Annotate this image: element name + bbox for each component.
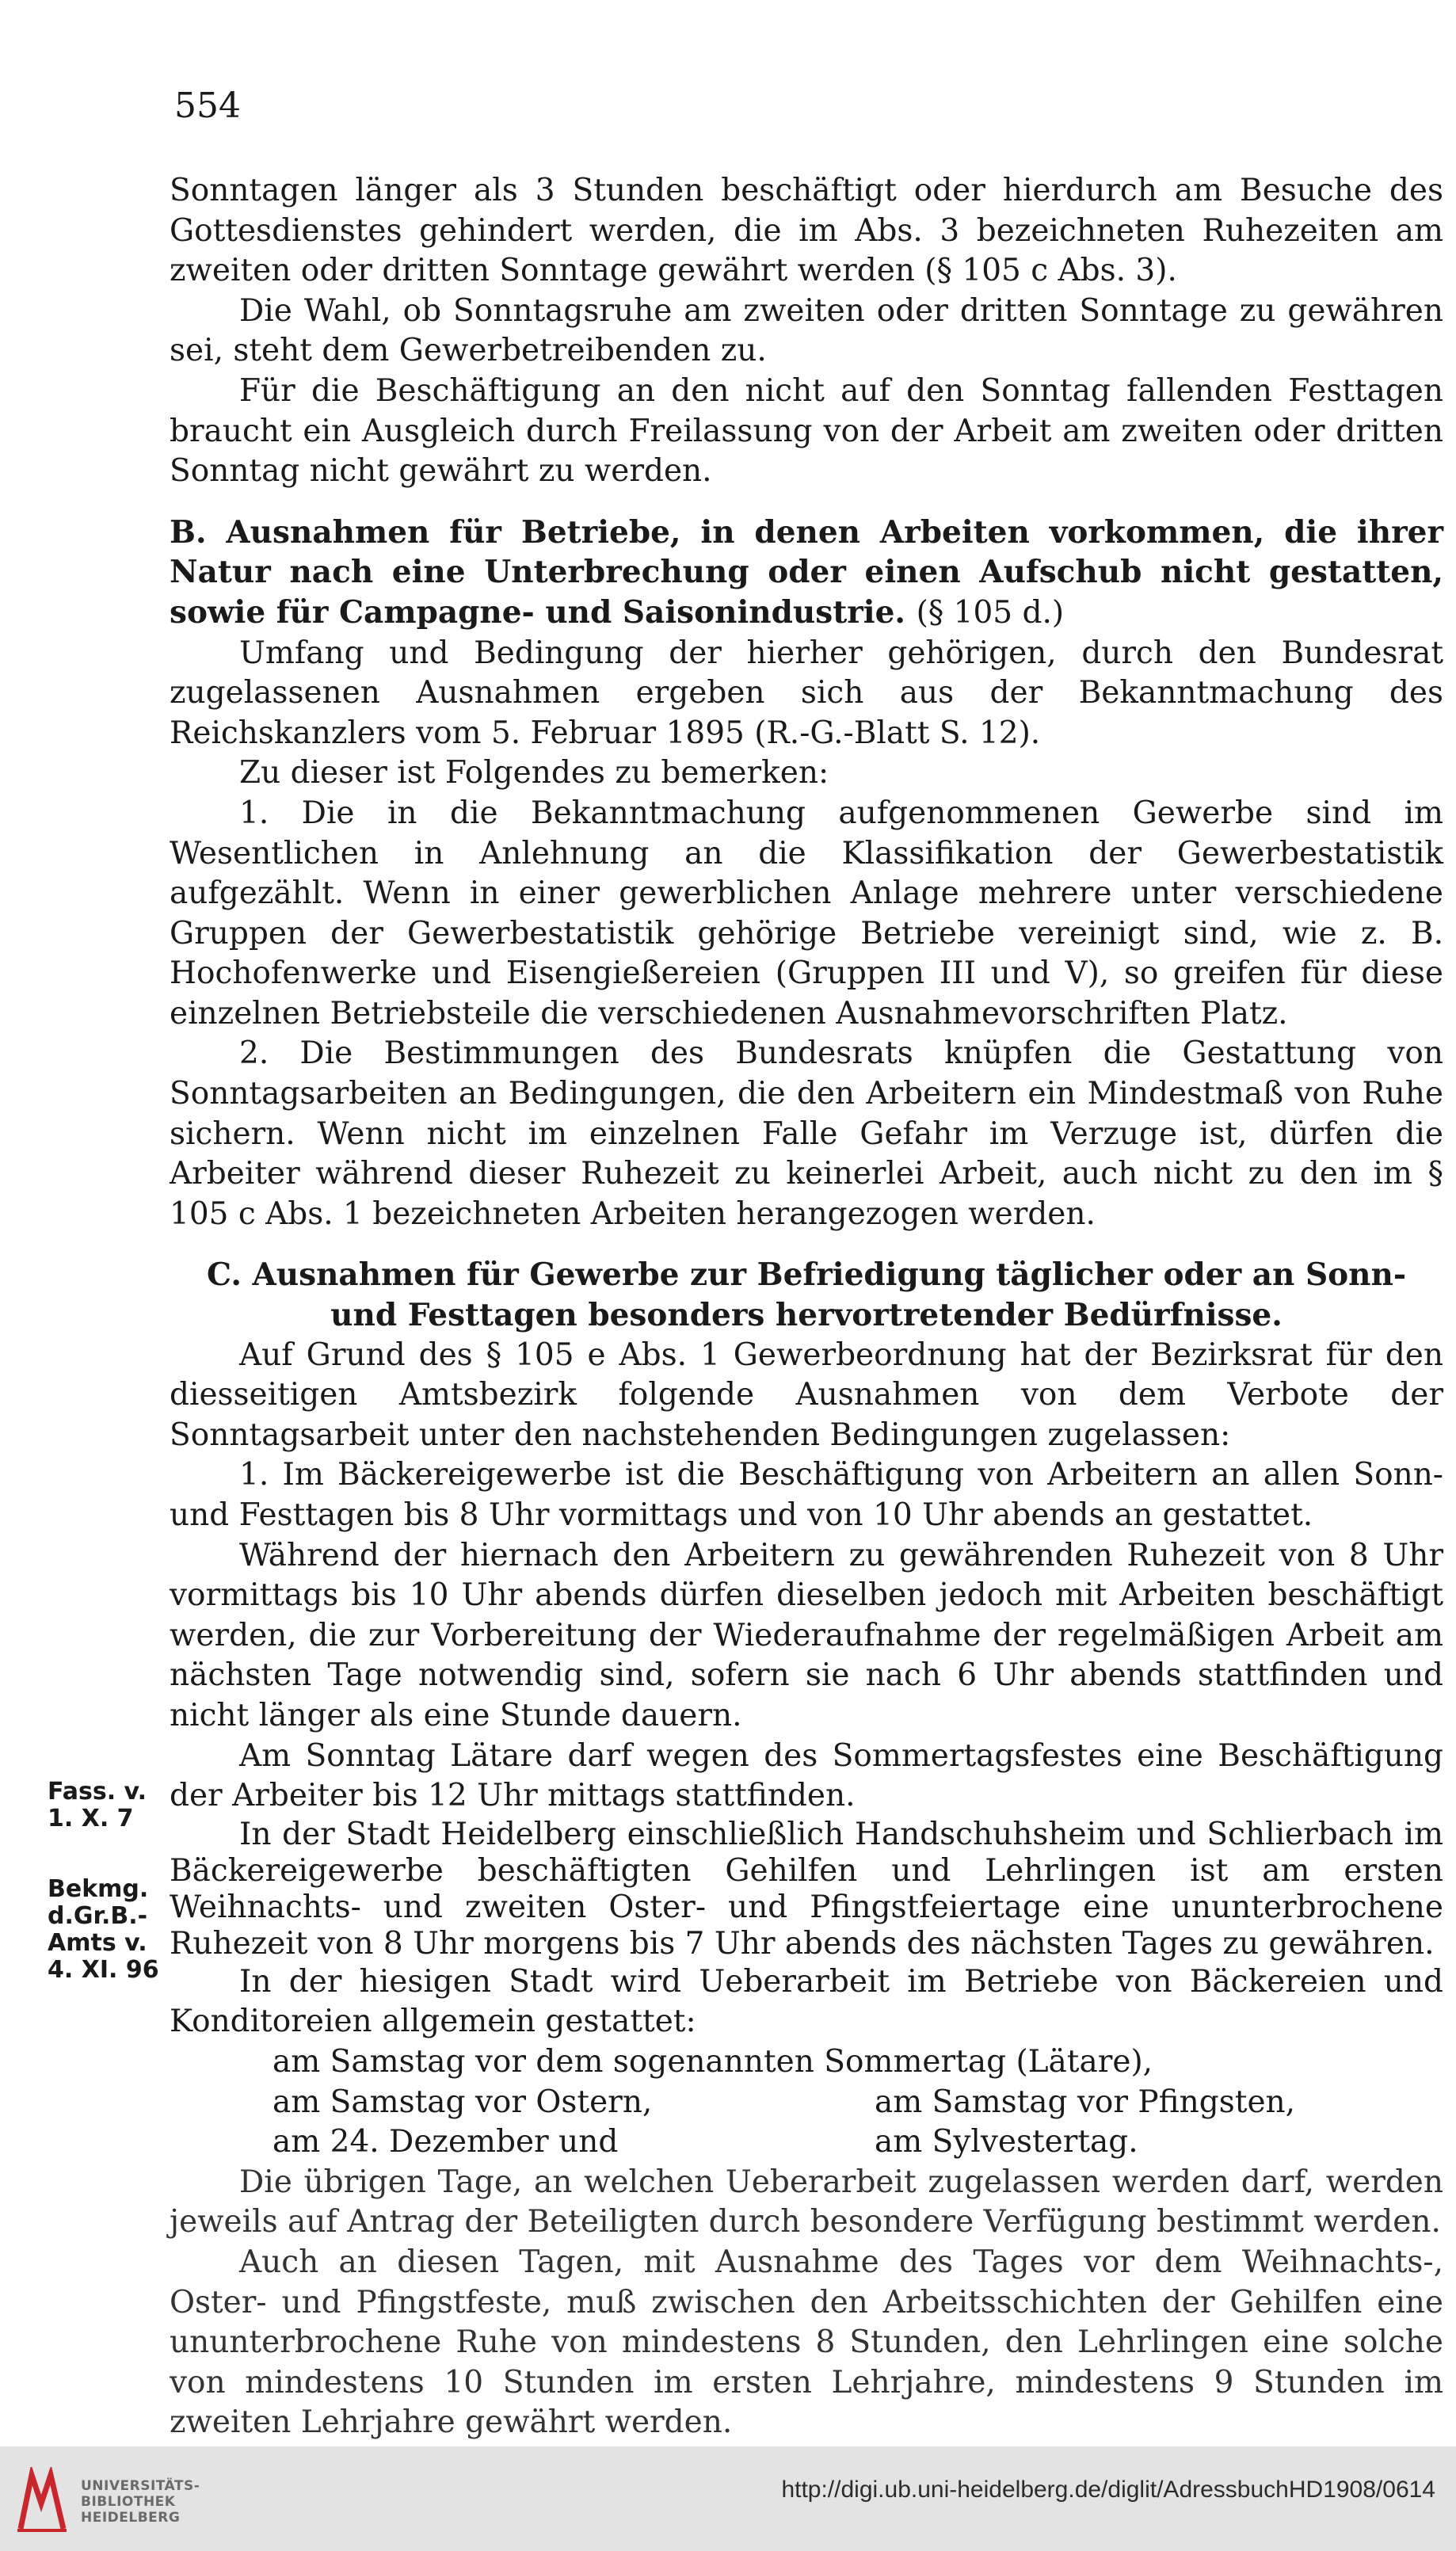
days-list-row	[170, 2083, 1443, 2123]
section-heading-b-ref: (§ 105 d.)	[916, 594, 1065, 631]
paragraph: Auf Grund des § 105 e Abs. 1 Gewerbeordnung hat der Bezirksrat für den diesseitigen Amtsbezirk folgende Ausnahmen von dem Verbote der Sonntagsarbeit unter den nachstehenden Bedingungen zugelassen:	[170, 1337, 1443, 1453]
paragraph: 1. Im Bäckereigewerbe ist die Beschäftigung von Arbeitern an allen Sonn- und Festtagen bis 8 Uhr vormittags und von 10 Uhr abends an gestattet.	[170, 1457, 1443, 1533]
margin-note-line: d.Gr.B.-	[48, 1902, 148, 1930]
margin-note-line: Amts v.	[48, 1929, 147, 1957]
library-logo-text	[81, 2478, 200, 2526]
paragraph: 2. Die Bestimmungen des Bundesrats knüpfen die Gestattung von Sonntagsarbeiten an Bedingungen, die den Arbeitern ein Mindestmaß von Ruhe sichern. Wenn nicht im einzelnen Falle Gefahr im Verzuge ist, dürfen die Arbeiter während dieser Ruhezeit zu keinerlei Arbeit, auch nicht zu den im § 105 c Abs. 1 bezeichneten Arbeiten herangezogen werden.	[170, 1035, 1443, 1232]
paragraph: 1. Die in die Bekanntmachung aufgenommenen Gewerbe sind im Wesentlichen in Anlehnung an die Klassifikation der Gewerbestatistik aufgezählt. Wenn in einer gewerblichen Anlage mehrere unter verschiedene Gruppen der Gewerbestatistik gehörige Betriebe vereinigt sind, wie z. B. Hochofenwerke und Eisengießereien (Gruppen III und V), so greifen für diese einzelnen Betriebsteile die verschiedenen Ausnahmevorschriften Platz.	[170, 795, 1443, 1031]
paragraph: Sonntagen länger als 3 Stunden beschäftigt oder hierdurch am Besuche des Gottesdienstes gehindert werden, die im Abs. 3 bezeichneten Ruhezeiten am zweiten oder dritten Sonntage gewährt werden (§ 105 c Abs. 3).	[170, 173, 1443, 289]
logo-line: HEIDELBERG	[81, 2510, 181, 2526]
days-list-row	[170, 2122, 1443, 2163]
days-list-item: am Samstag vor dem sogenannten Sommertag (Lätare),	[273, 2043, 1153, 2080]
paragraph: Am Sonntag Lätare darf wegen des Sommertagsfestes eine Beschäftigung der Arbeiter bis 12 Uhr mittags stattfinden.	[170, 1737, 1443, 1814]
university-seal-icon	[14, 2467, 70, 2534]
logo-line: BIBLIOTHEK	[81, 2494, 176, 2510]
paragraph: In der Stadt Heidelberg einschließlich Handschuhsheim und Schlierbach im Bäckereigewerbe beschäftigten Gehilfen und Lehrlingen ist am ersten Weihnachts- und zweiten Oster- und Pfingstfeiertage eine ununterbrochene Ruhezeit von 8 Uhr morgens bis 7 Uhr abends des nächsten Tages zu gewähren.	[170, 1816, 1443, 1962]
days-list-item: am 24. Dezember und	[273, 2124, 619, 2160]
days-list-item: am Samstag vor Ostern,	[273, 2084, 653, 2120]
section-heading-c: C. Ausnahmen für Gewerbe zur Befriedigung täglicher oder an Sonn- und Festtagen besonders hervortretender Bedürfnisse.	[206, 1256, 1407, 1334]
margin-note-1	[48, 1779, 147, 1832]
paragraph: Die übrigen Tage, an welchen Ueberarbeit zugelassen werden darf, werden jeweils auf Antrag der Beteiligten durch besondere Verfügung bestimmt werden.	[170, 2164, 1443, 2240]
document-body	[170, 171, 1443, 2443]
page-number: 554	[174, 86, 241, 126]
days-list-item: am Sylvestertag.	[875, 2124, 1138, 2160]
source-url-link[interactable]: http://digi.ub.uni-heidelberg.de/diglit/AdressbuchHD1908/0614	[781, 2477, 1435, 2503]
margin-note-line: 1. X. 7	[48, 1805, 134, 1832]
logo-line: UNIVERSITÄTS-	[81, 2478, 200, 2494]
paragraph: Während der hiernach den Arbeitern zu gewährenden Ruhezeit von 8 Uhr vormittags bis 10 Uhr abends dürfen dieselben jedoch mit Arbeiten beschäftigt werden, die zur Vorbereitung der Wiederaufnahme der regelmäßigen Arbeit am nächsten Tage notwendig sind, sofern sie nach 6 Uhr abends stattfinden und nicht länger als eine Stunde dauern.	[170, 1537, 1443, 1733]
days-list-item: am Samstag vor Pfingsten,	[875, 2084, 1296, 2120]
paragraph: Für die Beschäftigung an den nicht auf den Sonntag fallenden Festtagen braucht ein Ausgleich durch Freilassung von der Arbeit am zweiten oder dritten Sonntag nicht gewährt zu werden.	[170, 372, 1443, 490]
paragraph: Zu dieser ist Folgendes zu bemerken:	[239, 755, 829, 791]
footer-bar	[0, 2446, 1456, 2551]
paragraph: Umfang und Bedingung der hierher gehörigen, durch den Bundesrat zugelassenen Ausnahmen ergeben sich aus der Bekanntmachung des Reichskanzlers vom 5. Februar 1895 (R.-G.-Blatt S. 12).	[170, 635, 1443, 751]
margin-note-line: Bekmg.	[48, 1875, 149, 1903]
section-heading-b-text: B. Ausnahmen für Betriebe, in denen Arbeiten vorkommen, die ihrer Natur nach eine Unterbrechung oder einen Aufschub nicht gestatten, sowie für Campagne- und Saisonindustrie.	[170, 513, 1443, 631]
margin-note-line: 4. XI. 96	[48, 1956, 159, 1984]
margin-note-2	[48, 1876, 159, 1984]
paragraph: Auch an diesen Tagen, mit Ausnahme des Tages vor dem Weihnachts-, Oster- und Pfingstfeste, muß zwischen den Arbeitsschichten der Gehilfen eine ununterbrochene Ruhe von mindestens 8 Stunden, den Lehrlingen eine solche von mindestens 10 Stunden im ersten Lehrjahre, mindestens 9 Stunden im zweiten Lehrjahre gewährt werden.	[170, 2244, 1443, 2441]
margin-note-line: Fass. v.	[48, 1778, 147, 1806]
section-heading-b	[170, 513, 1443, 634]
paragraph: In der hiesigen Stadt wird Ueberarbeit im Betriebe von Bäckereien und Konditoreien allgemein gestattet:	[170, 1963, 1443, 2040]
paragraph: Die Wahl, ob Sonntagsruhe am zweiten oder dritten Sonntage zu gewähren sei, steht dem Gewerbetreibenden zu.	[170, 292, 1443, 369]
